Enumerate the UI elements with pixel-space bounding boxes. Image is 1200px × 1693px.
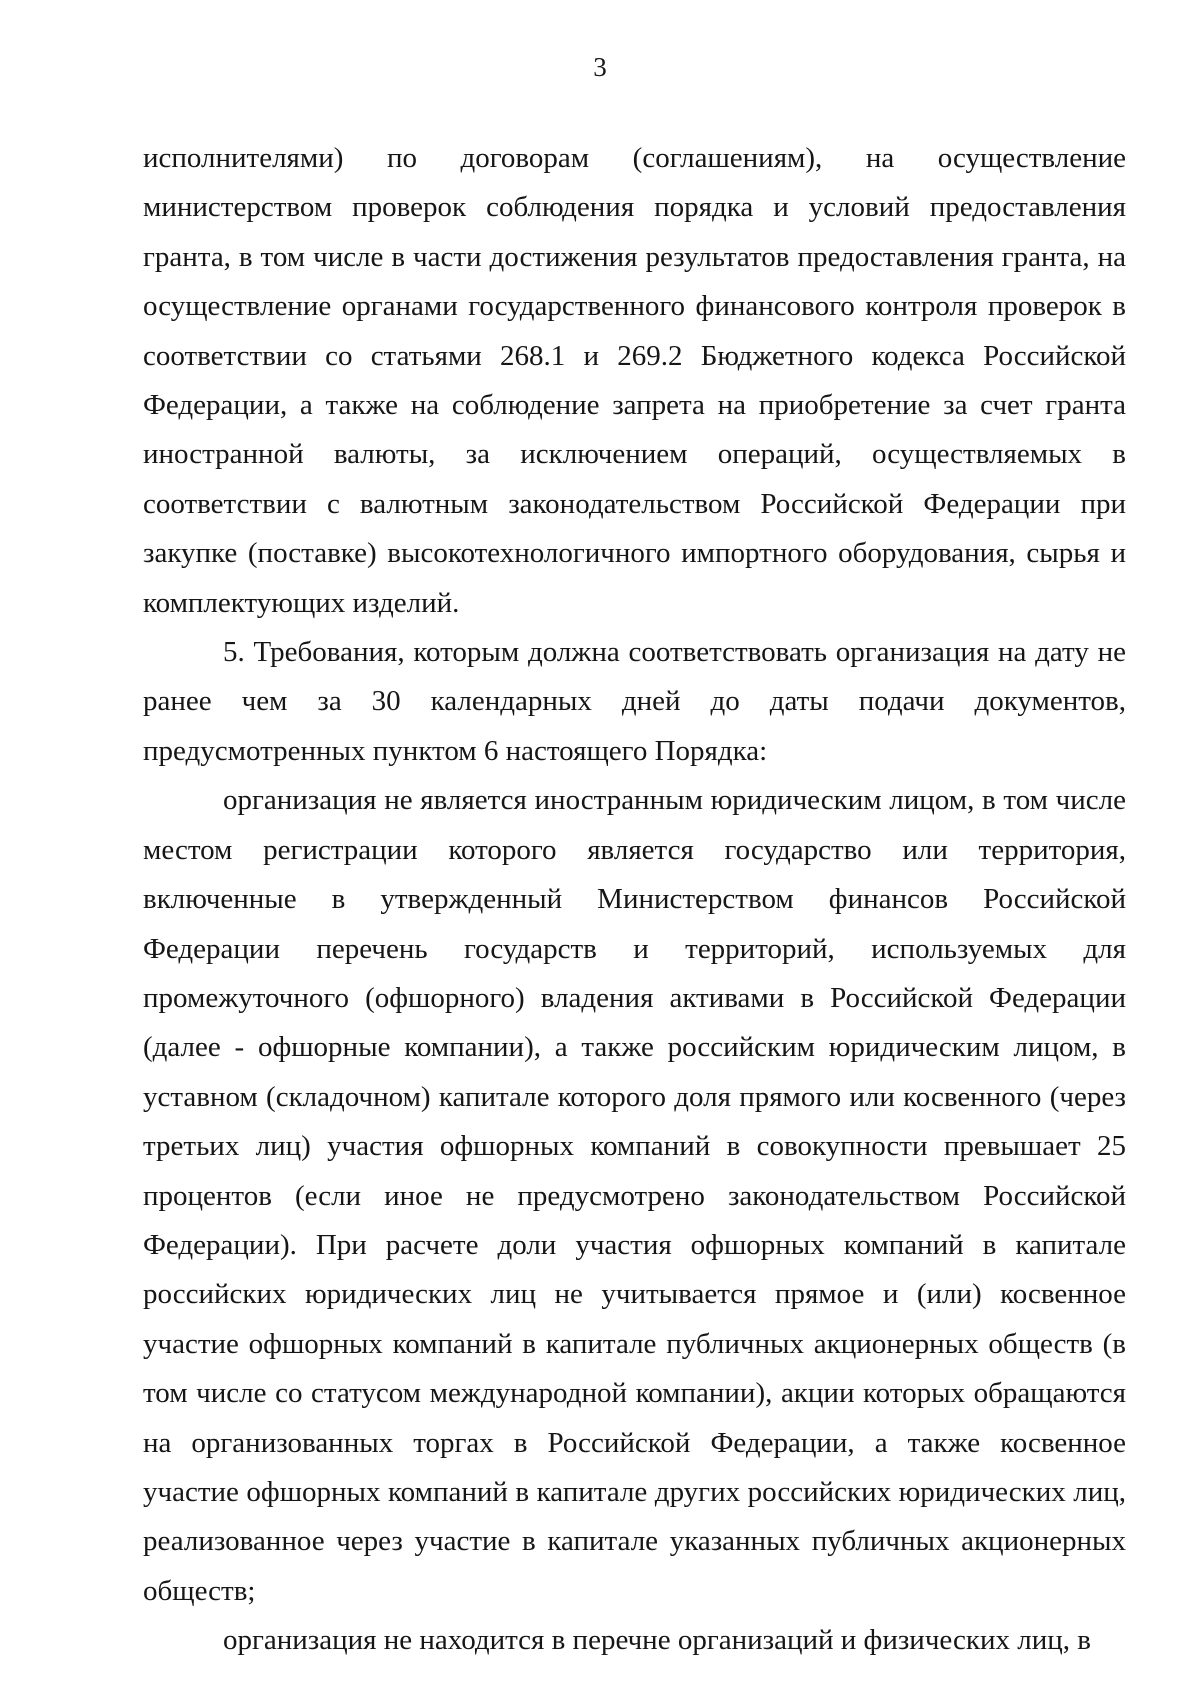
paragraph-offshore-requirement: организация не является иностранным юридическим лицом, в том числе местом регистрации которого является государство или территория, включенные в утвержденный Министерством финансов Российской Федерации перечень государств и территорий, используемых для промежуточного (офшорного) владения активами в Российской Федерации (далее - офшорные компании), а также российским юридическим лицом, в уставном (складочном) капитале которого доля прямого или косвенного (через третьих лиц) участия офшорных компаний в совокупности превышает 25 процентов (если иное не предусмотрено законодательством Российской Федерации). При расчете доли участия офшорных компаний в капитале российских юридических лиц не учитывается прямое и (или) косвенное участие офшорных компаний в капитале публичных акционерных обществ (в том числе со статусом международной компании), акции которых обращаются на организованных торгах в Российской Федерации, а также косвенное участие офшорных компаний в капитале других российских юридических лиц, реализованное через участие в капитале указанных публичных акционерных обществ; <box>143 784 1126 1607</box>
paragraph-continuation: исполнителями) по договорам (соглашениям), на осуществление министерством проверок соблюдения порядка и условий предоставления гранта, в том числе в части достижения результатов предоставления гранта, на осуществление органами государственного финансового контроля проверок в соответствии со статьями 268.1 и 269.2 Бюджетного кодекса Российской Федерации, а также на соблюдение запрета на приобретение за счет гранта иностранной валюты, за исключением операций, осуществляемых в соответствии с валютным законодательством Российской Федерации при закупке (поставке) высокотехнологичного импортного оборудования, сырья и комплектующих изделий. <box>143 142 1126 619</box>
paragraph-item-5: 5. Требования, которым должна соответствовать организация на дату не ранее чем за 30 календарных дней до даты подачи документов, предусмотренных пунктом 6 настоящего Порядка: <box>143 636 1126 767</box>
page-number: 3 <box>593 52 607 82</box>
paragraph-sanctions-list: организация не находится в перечне организаций и физических лиц, в <box>223 1624 1091 1657</box>
document-body <box>143 134 1126 1666</box>
